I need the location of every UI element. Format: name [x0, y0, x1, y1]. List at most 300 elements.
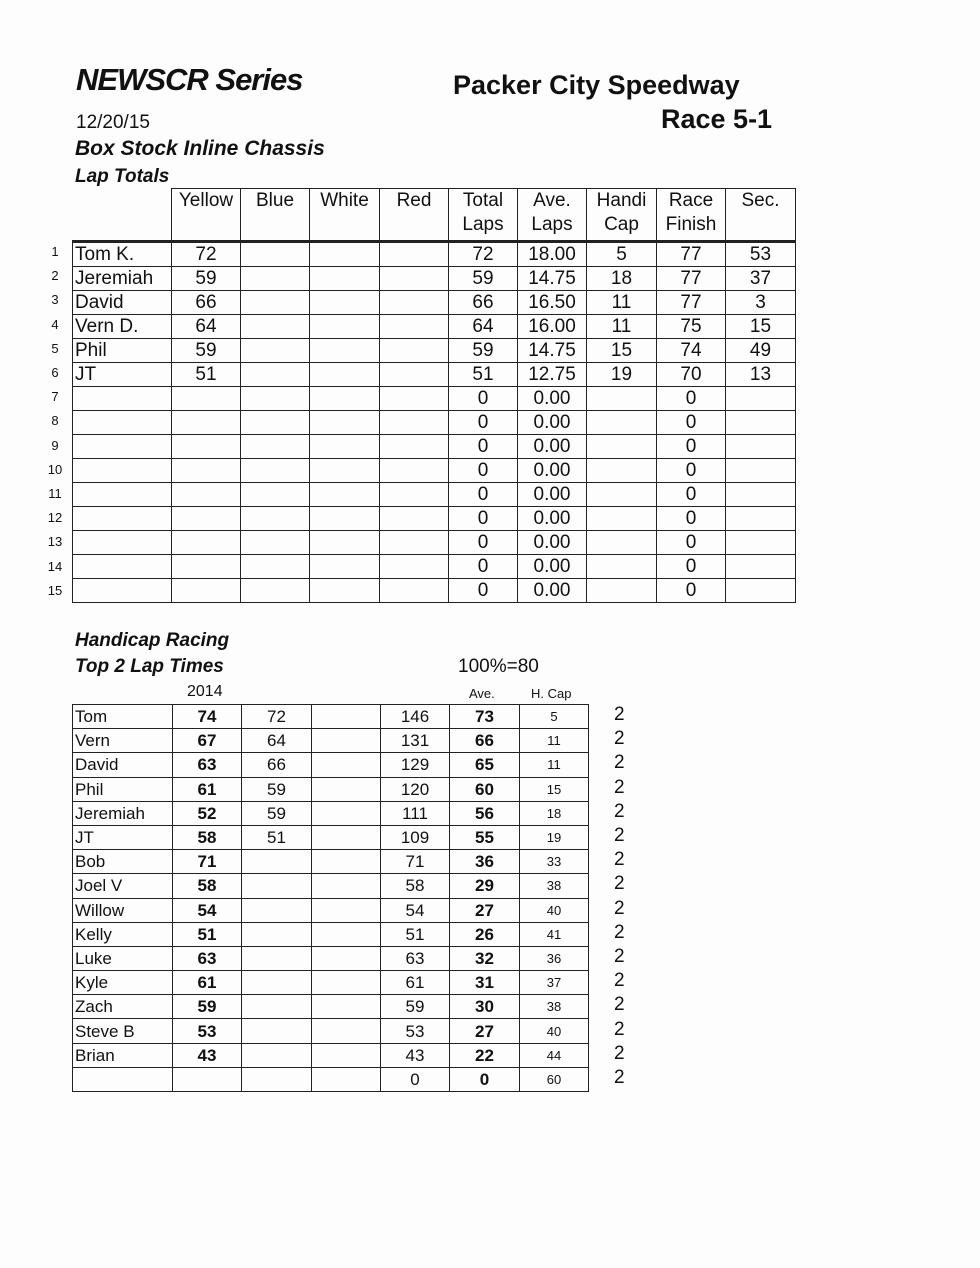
- cell-y2014: 58: [173, 874, 242, 898]
- row-number: 13: [47, 534, 63, 550]
- cell-hcap: [587, 459, 657, 483]
- cell-finish: 77: [657, 291, 726, 315]
- cell-yellow: [172, 579, 241, 603]
- table-row: [73, 315, 796, 339]
- cell-red: [380, 339, 449, 363]
- cell-y2014: 63: [173, 946, 242, 970]
- cell-white: [310, 531, 380, 555]
- cell-blank: [312, 995, 381, 1019]
- cell-finish: 75: [657, 315, 726, 339]
- cell-yellow: [172, 435, 241, 459]
- row-number: 5: [51, 340, 59, 356]
- cell-y2014: 51: [173, 922, 242, 946]
- cell-name: Bob: [73, 850, 173, 874]
- cell-yellow: [172, 531, 241, 555]
- cell-red: [380, 435, 449, 459]
- cell-name: Phil: [73, 777, 173, 801]
- header-line-2: Laps: [531, 214, 573, 235]
- cell-name: David: [73, 753, 173, 777]
- cell-total: 66: [449, 291, 518, 315]
- count-value: 2: [614, 800, 625, 822]
- cell-finish: 0: [657, 483, 726, 507]
- column-header: [657, 189, 726, 242]
- count-value: 2: [614, 946, 625, 967]
- row-number: 7: [51, 389, 59, 405]
- cell-hcap: 36: [520, 946, 589, 970]
- cell-t2: [242, 946, 312, 970]
- cell-hcap: 5: [520, 705, 589, 729]
- cell-ave: 32: [450, 946, 520, 970]
- cell-sum: 63: [381, 946, 450, 970]
- cell-ave: 26: [450, 922, 520, 946]
- cell-red: [380, 555, 449, 579]
- cell-sec: [726, 459, 796, 483]
- cell-blue: [241, 291, 310, 315]
- cell-name: Jeremiah: [73, 267, 172, 291]
- cell-ave: 0.00: [518, 459, 587, 483]
- cell-total: 0: [449, 483, 518, 507]
- cell-name: David: [73, 291, 172, 315]
- cell-sum: 59: [381, 995, 450, 1019]
- header-blank-cell: [73, 189, 172, 242]
- cell-sum: 61: [381, 971, 450, 995]
- cell-ave: 27: [450, 898, 520, 922]
- cell-ave: 29: [450, 874, 520, 898]
- column-header: [726, 189, 796, 242]
- cell-finish: 70: [657, 363, 726, 387]
- cell-name: [73, 387, 172, 411]
- count-value: 2: [614, 1067, 625, 1088]
- cell-finish: 0: [657, 531, 726, 555]
- cell-red: [380, 579, 449, 603]
- cell-red: [380, 291, 449, 315]
- cell-sum: 129: [381, 753, 450, 777]
- cell-white: [310, 315, 380, 339]
- row-number: 2: [51, 268, 59, 284]
- track-name: Packer City Speedway: [453, 70, 740, 100]
- cell-sum: 131: [381, 729, 450, 753]
- cell-finish: 0: [657, 459, 726, 483]
- table-row: [73, 507, 796, 531]
- cell-sec: [726, 555, 796, 579]
- hcap-label: H. Cap: [531, 686, 572, 701]
- cell-red: [380, 531, 449, 555]
- table-row: [73, 291, 796, 315]
- cell-name: Brian: [73, 1043, 173, 1067]
- cell-white: [310, 339, 380, 363]
- row-number: 4: [51, 316, 59, 332]
- cell-total: 0: [449, 411, 518, 435]
- cell-sum: 146: [381, 705, 450, 729]
- cell-yellow: [172, 507, 241, 531]
- cell-red: [380, 459, 449, 483]
- cell-sum: 53: [381, 1019, 450, 1043]
- cell-yellow: 59: [172, 267, 241, 291]
- cell-blue: [241, 339, 310, 363]
- cell-ave: 18.00: [518, 242, 587, 267]
- series-title: NEWSCR Series: [76, 62, 303, 97]
- table-row: [73, 459, 796, 483]
- cell-yellow: [172, 555, 241, 579]
- header-line-1: Race: [668, 190, 714, 211]
- header-line-1: Handi: [596, 190, 647, 211]
- cell-ave: 12.75: [518, 363, 587, 387]
- cell-sum: 71: [381, 850, 450, 874]
- cell-sum: 54: [381, 898, 450, 922]
- column-header: [241, 189, 310, 242]
- cell-ave: 16.00: [518, 315, 587, 339]
- cell-red: [380, 411, 449, 435]
- cell-ave: 27: [450, 1019, 520, 1043]
- cell-y2014: 53: [173, 1019, 242, 1043]
- race-number: Race 5-1: [661, 104, 773, 134]
- cell-hcap: 38: [520, 874, 589, 898]
- cell-hcap: [587, 555, 657, 579]
- cell-t2: 51: [242, 825, 312, 849]
- class-name: Box Stock Inline Chassis: [75, 137, 325, 160]
- cell-red: [380, 483, 449, 507]
- cell-y2014: 63: [173, 753, 242, 777]
- cell-finish: 0: [657, 411, 726, 435]
- cell-red: [380, 315, 449, 339]
- count-value: 2: [614, 752, 625, 774]
- cell-name: Luke: [73, 946, 173, 970]
- cell-ave: 16.50: [518, 291, 587, 315]
- table-row: [73, 729, 589, 753]
- cell-name: [73, 483, 172, 507]
- year-label: 2014: [187, 683, 223, 700]
- cell-white: [310, 435, 380, 459]
- cell-sec: 13: [726, 363, 796, 387]
- cell-blue: [241, 555, 310, 579]
- cell-name: [73, 1067, 173, 1091]
- table-row: [73, 387, 796, 411]
- cell-red: [380, 242, 449, 267]
- cell-hcap: 40: [520, 1019, 589, 1043]
- table-row: [73, 705, 589, 729]
- cell-blue: [241, 315, 310, 339]
- cell-total: 72: [449, 242, 518, 267]
- cell-hcap: 60: [520, 1067, 589, 1091]
- cell-finish: 77: [657, 242, 726, 267]
- cell-hcap: [587, 507, 657, 531]
- cell-total: 0: [449, 555, 518, 579]
- cell-sum: 43: [381, 1043, 450, 1067]
- cell-hcap: 11: [587, 315, 657, 339]
- count-value: 2: [614, 1042, 625, 1064]
- cell-y2014: 67: [173, 729, 242, 753]
- table-row: [73, 1067, 589, 1091]
- cell-sum: 0: [381, 1067, 450, 1091]
- cell-t2: [242, 971, 312, 995]
- cell-ave: 0.00: [518, 411, 587, 435]
- cell-total: 0: [449, 387, 518, 411]
- cell-name: Kelly: [73, 922, 173, 946]
- cell-white: [310, 555, 380, 579]
- cell-blue: [241, 363, 310, 387]
- cell-name: [73, 579, 172, 603]
- header-line-1: Yellow: [178, 190, 234, 211]
- cell-hcap: 41: [520, 922, 589, 946]
- cell-hcap: [587, 483, 657, 507]
- row-number: 10: [47, 461, 63, 477]
- cell-blank: [312, 874, 381, 898]
- cell-name: [73, 459, 172, 483]
- cell-t2: [242, 1019, 312, 1043]
- cell-sec: [726, 435, 796, 459]
- table-row: [73, 850, 589, 874]
- cell-y2014: 58: [173, 825, 242, 849]
- cell-hcap: 40: [520, 898, 589, 922]
- cell-white: [310, 507, 380, 531]
- cell-total: 51: [449, 363, 518, 387]
- cell-total: 0: [449, 579, 518, 603]
- cell-t2: [242, 1067, 312, 1091]
- cell-blank: [312, 971, 381, 995]
- cell-name: [73, 531, 172, 555]
- cell-ave: 30: [450, 995, 520, 1019]
- table-row: [73, 971, 589, 995]
- table-row: [73, 995, 589, 1019]
- cell-red: [380, 387, 449, 411]
- cell-total: 0: [449, 459, 518, 483]
- count-value: 2: [614, 970, 625, 992]
- count-value: 2: [614, 825, 625, 846]
- cell-ave: 36: [450, 850, 520, 874]
- header-line-1: Blue: [255, 190, 295, 211]
- cell-sec: [726, 579, 796, 603]
- lap-totals-table: [72, 188, 796, 603]
- cell-hcap: 44: [520, 1043, 589, 1067]
- cell-name: Tom K.: [73, 242, 172, 267]
- handicap-subtitle: Top 2 Lap Times: [75, 656, 224, 677]
- cell-sum: 58: [381, 874, 450, 898]
- count-value: 2: [614, 897, 625, 919]
- cell-sum: 120: [381, 777, 450, 801]
- table-row: [73, 483, 796, 507]
- cell-yellow: 66: [172, 291, 241, 315]
- section-title: Lap Totals: [75, 166, 170, 187]
- cell-hcap: 18: [587, 267, 657, 291]
- cell-name: JT: [73, 363, 172, 387]
- cell-sec: 15: [726, 315, 796, 339]
- cell-t2: 59: [242, 777, 312, 801]
- cell-hcap: 11: [520, 753, 589, 777]
- cell-ave: 0.00: [518, 387, 587, 411]
- cell-y2014: 52: [173, 801, 242, 825]
- count-value: 2: [614, 873, 625, 895]
- table-row: [73, 801, 589, 825]
- row-number: 12: [47, 510, 63, 526]
- cell-finish: 0: [657, 507, 726, 531]
- cell-yellow: [172, 459, 241, 483]
- cell-hcap: 15: [587, 339, 657, 363]
- cell-yellow: 59: [172, 339, 241, 363]
- cell-sec: 3: [726, 291, 796, 315]
- table-row: [73, 1019, 589, 1043]
- cell-t2: [242, 898, 312, 922]
- header-line-1: Sec.: [741, 190, 780, 211]
- cell-yellow: 72: [172, 242, 241, 267]
- cell-red: [380, 363, 449, 387]
- cell-total: 59: [449, 267, 518, 291]
- header-line-1: Total: [462, 190, 504, 211]
- cell-hcap: 37: [520, 971, 589, 995]
- cell-ave: 0.00: [518, 483, 587, 507]
- table-row: [73, 777, 589, 801]
- cell-sec: [726, 411, 796, 435]
- cell-white: [310, 363, 380, 387]
- column-header: [518, 189, 587, 242]
- cell-hcap: 11: [520, 729, 589, 753]
- cell-sec: [726, 507, 796, 531]
- cell-blue: [241, 459, 310, 483]
- column-header: [172, 189, 241, 242]
- header-line-1: White: [320, 190, 369, 211]
- cell-y2014: 54: [173, 898, 242, 922]
- cell-t2: 64: [242, 729, 312, 753]
- cell-finish: 77: [657, 267, 726, 291]
- row-number: 3: [51, 292, 59, 308]
- row-number: 6: [51, 365, 59, 380]
- cell-white: [310, 267, 380, 291]
- cell-yellow: 64: [172, 315, 241, 339]
- cell-total: 0: [449, 507, 518, 531]
- cell-white: [310, 387, 380, 411]
- count-value: 2: [614, 1018, 625, 1040]
- cell-blue: [241, 507, 310, 531]
- cell-white: [310, 411, 380, 435]
- table-row: [73, 339, 796, 363]
- cell-hcap: 19: [587, 363, 657, 387]
- cell-name: Vern: [73, 729, 173, 753]
- table-row: [73, 753, 589, 777]
- cell-name: Joel V: [73, 874, 173, 898]
- table-row: [73, 363, 796, 387]
- cell-name: [73, 555, 172, 579]
- cell-name: Vern D.: [73, 315, 172, 339]
- column-header: [380, 189, 449, 242]
- cell-y2014: [173, 1067, 242, 1091]
- row-number: 8: [51, 413, 59, 429]
- cell-y2014: 43: [173, 1043, 242, 1067]
- cell-blank: [312, 825, 381, 849]
- table-row: [73, 922, 589, 946]
- cell-blank: [312, 946, 381, 970]
- cell-blank: [312, 1067, 381, 1091]
- column-header: [449, 189, 518, 242]
- cell-white: [310, 579, 380, 603]
- cell-ave: 73: [450, 705, 520, 729]
- cell-total: 64: [449, 315, 518, 339]
- cell-ave: 14.75: [518, 267, 587, 291]
- cell-name: JT: [73, 825, 173, 849]
- cell-sec: 37: [726, 267, 796, 291]
- cell-blank: [312, 898, 381, 922]
- cell-name: Zach: [73, 995, 173, 1019]
- cell-name: Jeremiah: [73, 801, 173, 825]
- cell-ave: 0.00: [518, 531, 587, 555]
- race-date: 12/20/15: [76, 112, 150, 133]
- cell-name: Tom: [73, 705, 173, 729]
- cell-ave: 0.00: [518, 507, 587, 531]
- header-line-2: Finish: [665, 214, 717, 235]
- cell-blank: [312, 850, 381, 874]
- cell-blue: [241, 387, 310, 411]
- table-row: [73, 579, 796, 603]
- cell-sec: [726, 531, 796, 555]
- cell-blue: [241, 579, 310, 603]
- cell-y2014: 74: [173, 705, 242, 729]
- cell-t2: 66: [242, 753, 312, 777]
- handicap-title: Handicap Racing: [75, 630, 230, 651]
- cell-blank: [312, 777, 381, 801]
- cell-ave: 65: [450, 753, 520, 777]
- count-value: 2: [614, 776, 625, 798]
- cell-name: Phil: [73, 339, 172, 363]
- cell-hcap: [587, 387, 657, 411]
- column-header: [587, 189, 657, 242]
- table-row: [73, 267, 796, 291]
- cell-name: Steve B: [73, 1019, 173, 1043]
- cell-sec: [726, 387, 796, 411]
- table-row: [73, 898, 589, 922]
- cell-t2: [242, 922, 312, 946]
- cell-t2: [242, 850, 312, 874]
- cell-y2014: 71: [173, 850, 242, 874]
- cell-name: [73, 411, 172, 435]
- cell-name: [73, 435, 172, 459]
- percent-note: 100%=80: [458, 656, 539, 677]
- cell-y2014: 61: [173, 971, 242, 995]
- cell-t2: 59: [242, 801, 312, 825]
- cell-blank: [312, 801, 381, 825]
- header-line-1: Ave.: [533, 190, 571, 211]
- row-number: 14: [47, 558, 63, 574]
- ave-label: Ave.: [469, 686, 495, 701]
- cell-red: [380, 507, 449, 531]
- cell-hcap: [587, 579, 657, 603]
- cell-hcap: 33: [520, 850, 589, 874]
- cell-hcap: [587, 531, 657, 555]
- row-number: 1: [51, 244, 59, 259]
- cell-sec: 53: [726, 242, 796, 267]
- cell-blank: [312, 705, 381, 729]
- cell-blank: [312, 729, 381, 753]
- cell-ave: 55: [450, 825, 520, 849]
- cell-ave: 60: [450, 777, 520, 801]
- table-row: [73, 874, 589, 898]
- cell-hcap: [587, 411, 657, 435]
- cell-yellow: 51: [172, 363, 241, 387]
- cell-total: 0: [449, 531, 518, 555]
- cell-yellow: [172, 387, 241, 411]
- cell-name: Willow: [73, 898, 173, 922]
- count-value: 2: [614, 994, 625, 1016]
- cell-white: [310, 242, 380, 267]
- count-value: 2: [614, 921, 625, 943]
- cell-red: [380, 267, 449, 291]
- cell-hcap: 5: [587, 242, 657, 267]
- table-row: [73, 555, 796, 579]
- cell-name: [73, 507, 172, 531]
- row-number: 11: [48, 486, 62, 501]
- cell-blank: [312, 922, 381, 946]
- cell-ave: 56: [450, 801, 520, 825]
- cell-blank: [312, 1043, 381, 1067]
- cell-blank: [312, 1019, 381, 1043]
- cell-finish: 74: [657, 339, 726, 363]
